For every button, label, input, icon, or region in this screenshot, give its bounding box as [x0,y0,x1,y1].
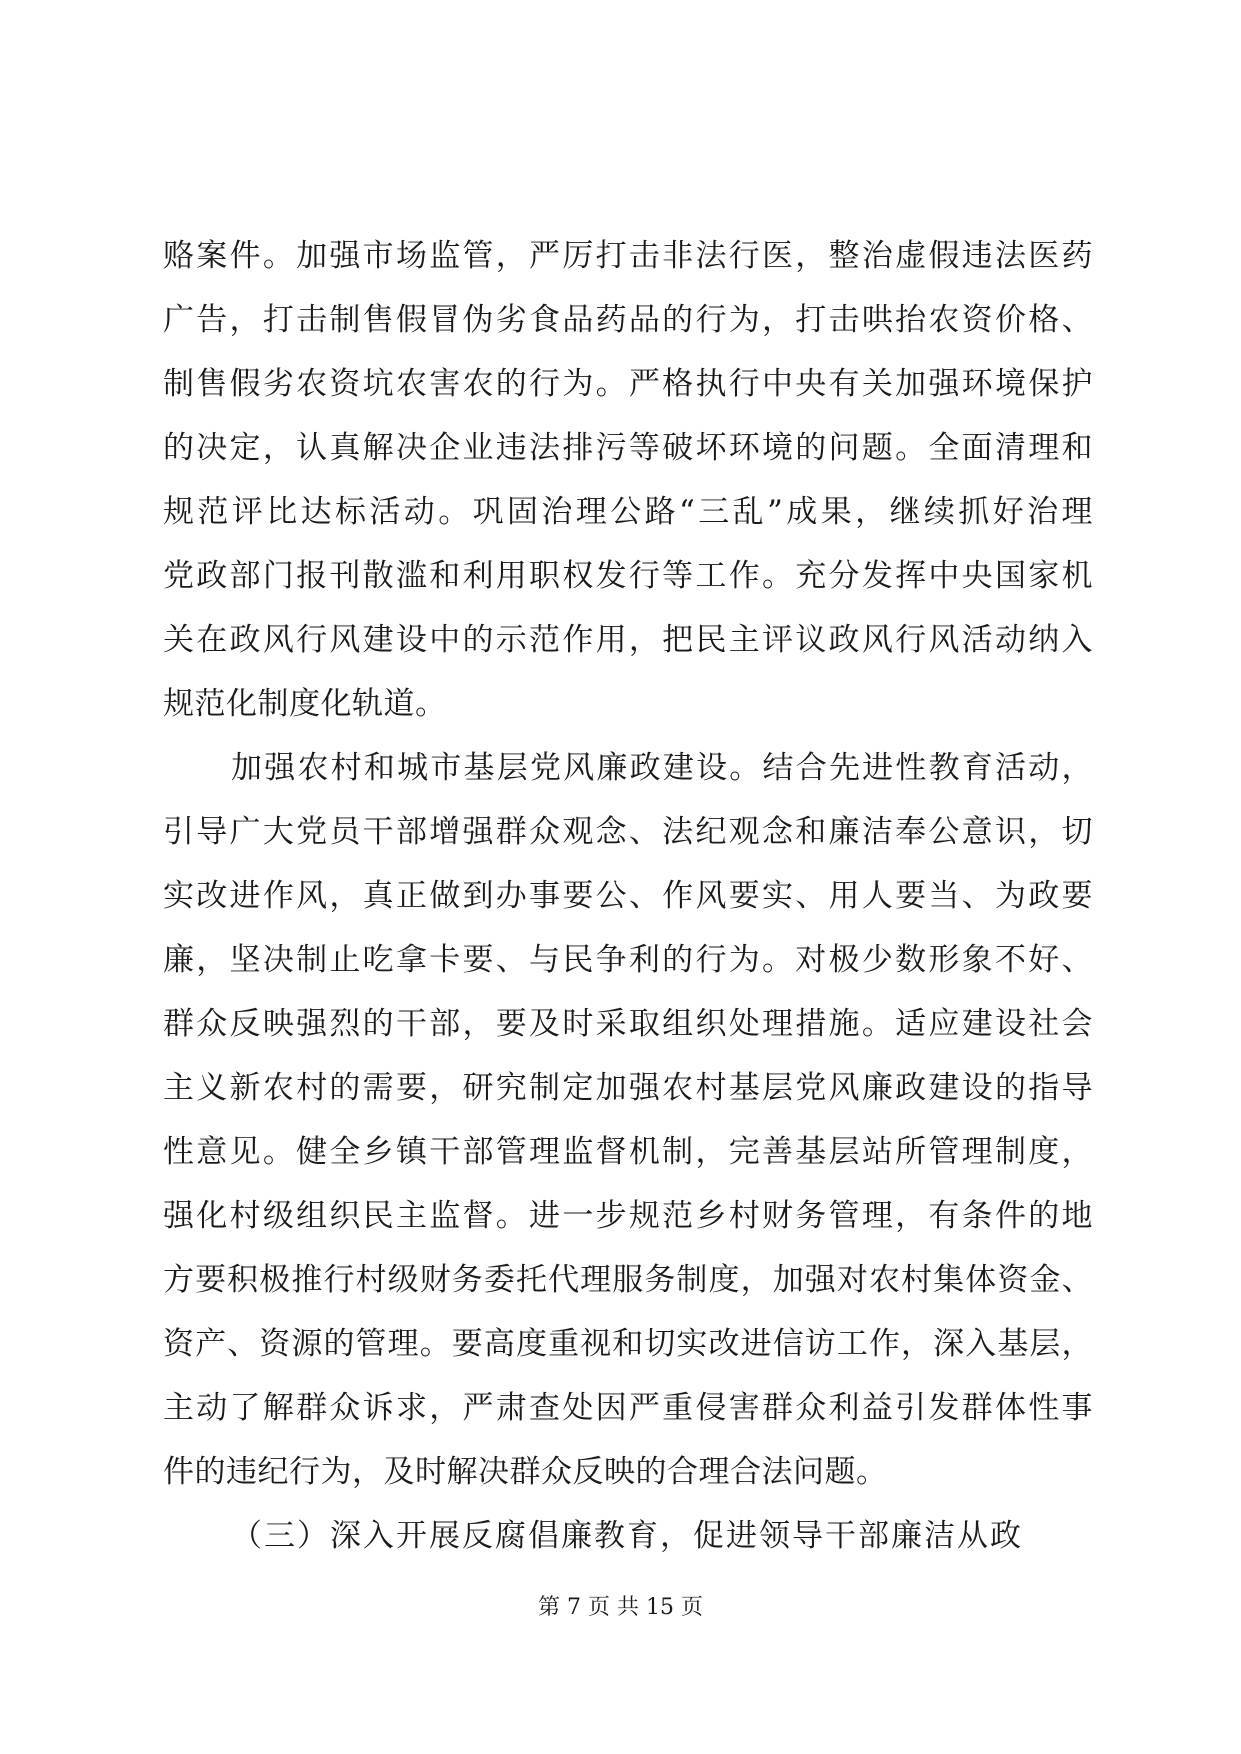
text-line: 加强农村和城市基层党风廉政建设。结合先进性教育活动， [231,750,1093,786]
text-line: 关在政风行风建设中的示范作用，把民主评议政风行风活动纳入 [163,622,1093,658]
text-line: 主义新农村的需要，研究制定加强农村基层党风廉政建设的指导 [163,1070,1093,1106]
text-line: 广告，打击制售假冒伪劣食品药品的行为，打击哄抬农资价格、 [163,302,1093,338]
text-line: 性意见。健全乡镇干部管理监督机制，完善基层站所管理制度， [163,1134,1093,1170]
text-line: 廉，坚决制止吃拿卡要、与民争利的行为。对极少数形象不好、 [163,942,1093,978]
text-line: 赂案件。加强市场监管，严厉打击非法行医，整治虚假违法医药 [163,238,1093,274]
text-line: 制售假劣农资坑农害农的行为。严格执行中央有关加强环境保护 [163,366,1093,402]
body-text [163,224,1093,1568]
text-line: 的决定，认真解决企业违法排污等破坏环境的问题。全面清理和 [163,430,1093,466]
text-line: 资产、资源的管理。要高度重视和切实改进信访工作，深入基层， [163,1326,1093,1362]
text-line: 党政部门报刊散滥和利用职权发行等工作。充分发挥中央国家机 [163,558,1093,594]
text-line: 群众反映强烈的干部，要及时采取组织处理措施。适应建设社会 [163,1006,1093,1042]
text-line: 实改进作风，真正做到办事要公、作风要实、用人要当、为政要 [163,878,1093,914]
text-line: 件的违纪行为，及时解决群众反映的合理合法问题。 [163,1454,888,1490]
text-line: 强化村级组织民主监督。进一步规范乡村财务管理，有条件的地 [163,1198,1093,1234]
paragraph-1 [163,224,1093,736]
page-number-footer: 第 7 页 共 15 页 [538,1595,703,1620]
text-line: 规范化制度化轨道。 [163,686,447,722]
text-line: 规范评比达标活动。巩固治理公路“三乱”成果，继续抓好治理 [163,494,1093,530]
text-line: 主动了解群众诉求，严肃查处因严重侵害群众利益引发群体性事 [163,1390,1093,1426]
text-line: 引导广大党员干部增强群众观念、法纪观念和廉洁奉公意识，切 [163,814,1093,850]
text-line: 方要积极推行村级财务委托代理服务制度，加强对农村集体资金、 [163,1262,1093,1298]
paragraph-2 [163,736,1093,1504]
section-heading: （三）深入开展反腐倡廉教育，促进领导干部廉洁从政 [231,1518,1023,1554]
